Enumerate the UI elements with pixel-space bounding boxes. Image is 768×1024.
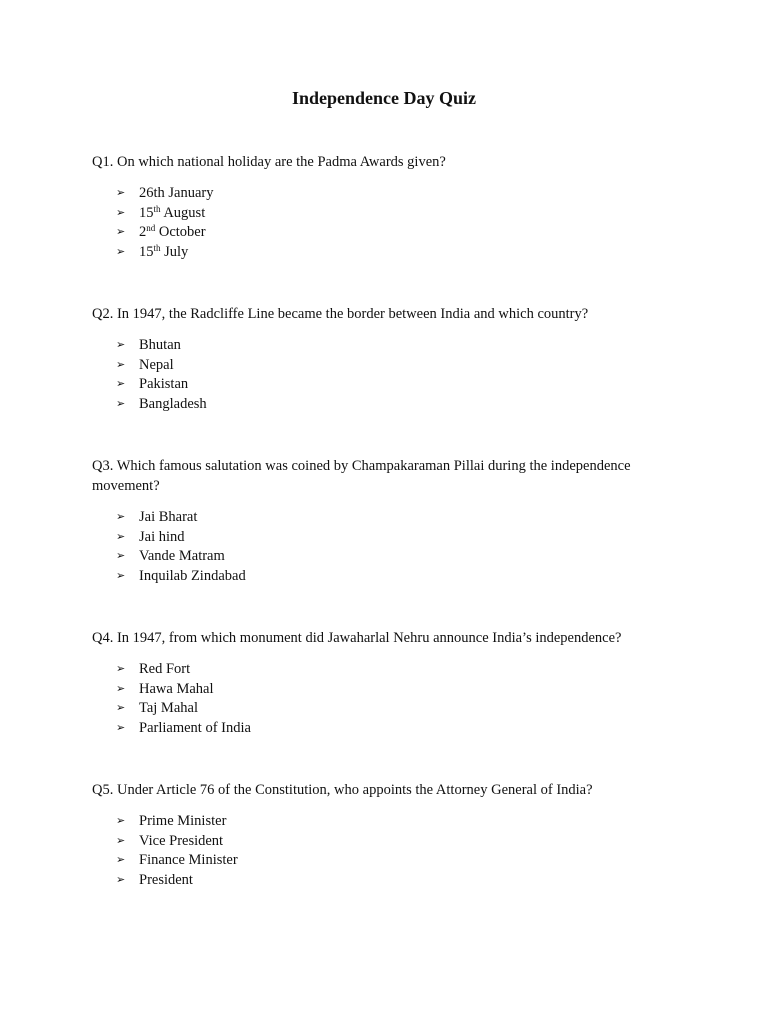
arrowhead-bullet-icon: ➢ <box>116 357 126 371</box>
arrowhead-bullet-icon: ➢ <box>116 833 126 847</box>
arrowhead-bullet-icon: ➢ <box>116 186 126 199</box>
question-2: Q2. In 1947, the Radcliffe Line became the border between India and which country? <box>92 306 589 322</box>
arrowhead-bullet-icon: ➢ <box>116 244 126 258</box>
option-text: Finance Minister <box>139 852 238 868</box>
arrowhead-bullet-icon: ➢ <box>116 662 126 675</box>
option-item <box>116 698 251 718</box>
arrowhead-bullet-icon: ➢ <box>116 853 126 866</box>
option-item <box>116 870 238 890</box>
option-text: Bangladesh <box>139 395 207 412</box>
option-item <box>116 831 238 851</box>
options-list-1 <box>116 183 214 261</box>
options-list-3 <box>116 507 246 585</box>
option-item <box>116 355 207 375</box>
option-text: 15th August <box>139 203 206 221</box>
question-3: Q3. Which famous salutation was coined by Champakaraman Pillai during the independence movement? <box>92 458 631 494</box>
arrowhead-bullet-icon: ➢ <box>116 396 126 410</box>
arrowhead-bullet-icon: ➢ <box>116 377 126 390</box>
arrowhead-bullet-icon: ➢ <box>116 549 126 562</box>
option-item <box>116 183 214 203</box>
option-text: Prime Minister <box>139 813 227 829</box>
arrowhead-bullet-icon: ➢ <box>116 568 126 582</box>
arrowhead-bullet-icon: ➢ <box>116 529 126 543</box>
option-item <box>116 374 207 394</box>
option-item <box>116 659 251 679</box>
option-text: Inquilab Zindabad <box>139 567 246 584</box>
page-title: Independence Day Quiz <box>291 88 477 108</box>
arrowhead-bullet-icon: ➢ <box>116 701 126 714</box>
option-item <box>116 527 246 547</box>
option-text: Taj Mahal <box>139 700 198 716</box>
question-4: Q4. In 1947, from which monument did Jawaharlal Nehru announce India’s independence? <box>92 630 622 646</box>
arrowhead-bullet-icon: ➢ <box>116 338 126 351</box>
option-text: 26th January <box>139 185 214 201</box>
option-text: President <box>139 871 193 888</box>
arrowhead-bullet-icon: ➢ <box>116 510 126 523</box>
option-item <box>116 222 214 242</box>
option-item <box>116 546 246 566</box>
option-item <box>116 679 251 699</box>
question-5: Q5. Under Article 76 of the Constitution, who appoints the Attorney General of India? <box>92 782 593 798</box>
question-1: Q1. On which national holiday are the Padma Awards given? <box>92 154 446 170</box>
option-text: Hawa Mahal <box>139 680 214 697</box>
arrowhead-bullet-icon: ➢ <box>116 872 126 886</box>
option-item <box>116 811 238 831</box>
option-text: Jai hind <box>139 528 185 545</box>
option-item <box>116 394 207 414</box>
option-item <box>116 566 246 586</box>
option-item <box>116 335 207 355</box>
option-item <box>116 242 214 262</box>
option-text: 2nd October <box>139 223 206 240</box>
options-list-2 <box>116 335 207 413</box>
option-text: Vande Matram <box>139 548 225 564</box>
options-list-4 <box>116 659 251 737</box>
arrowhead-bullet-icon: ➢ <box>116 681 126 695</box>
option-item <box>116 718 251 738</box>
options-list-5 <box>116 811 238 889</box>
option-item <box>116 507 246 527</box>
option-text: Bhutan <box>139 337 181 353</box>
option-item <box>116 850 238 870</box>
option-text: Parliament of India <box>139 719 251 736</box>
option-text: Vice President <box>139 832 224 849</box>
option-text: Jai Bharat <box>139 509 198 525</box>
option-item <box>116 203 214 223</box>
arrowhead-bullet-icon: ➢ <box>116 225 126 238</box>
option-text: 15th July <box>139 242 189 260</box>
arrowhead-bullet-icon: ➢ <box>116 814 126 827</box>
option-text: Nepal <box>139 356 174 373</box>
option-text: Red Fort <box>139 661 191 677</box>
option-text: Pakistan <box>139 376 189 392</box>
arrowhead-bullet-icon: ➢ <box>116 205 126 219</box>
arrowhead-bullet-icon: ➢ <box>116 720 126 734</box>
